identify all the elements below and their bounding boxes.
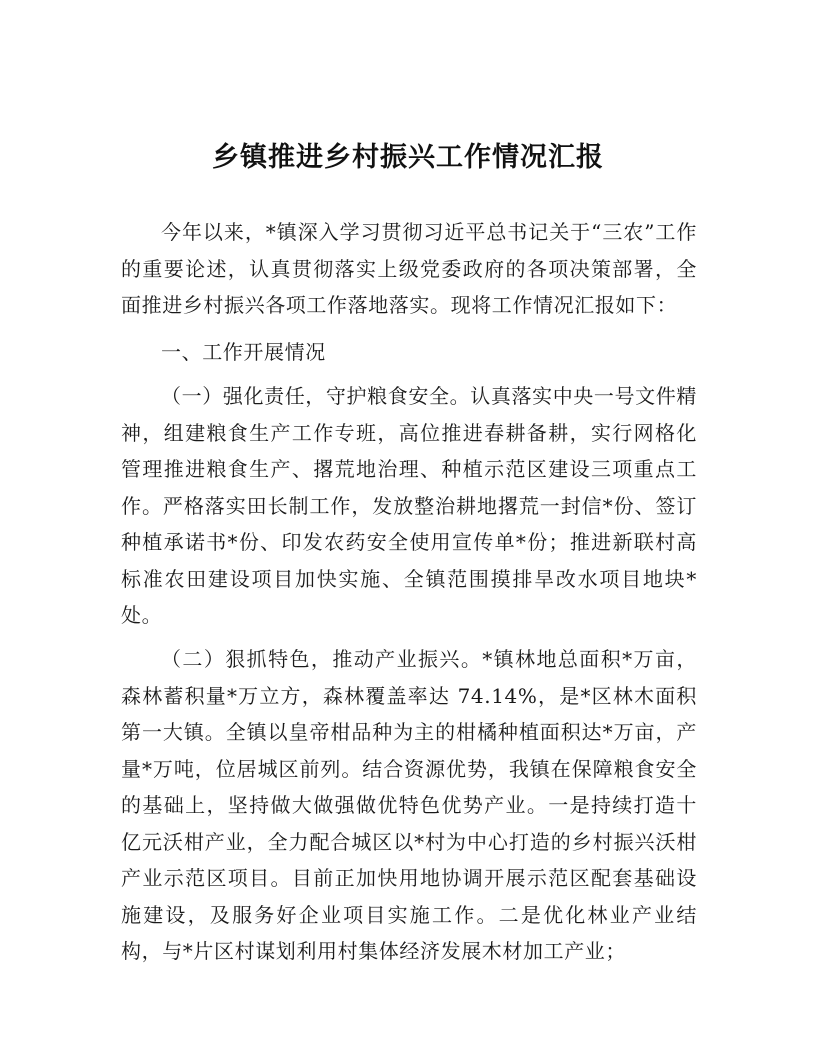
section-heading: 一、工作开展情况 [161,340,326,364]
item-paragraph-2: （二）狠抓特色，推动产业振兴。*镇林地总面积*万亩，森林蓄积量*万立方，森林覆盖率达 74.14%，是*区林木面积第一大镇。全镇以皇帝柑品种为主的柑橘种植面积达*万亩，产量*万吨，位居城区前列。结合资源优势，我镇在保障粮食安全的基础上，坚持做大做强做优特色优势产业。一是持续打造十亿元沃柑产业，全力配合城区以*村为中心打造的乡村振兴沃柑产业示范区项目。目前正加快用地协调开展示范区配套基础设施建设，及服务好企业项目实施工作。二是优化林业产业结构，与*片区村谋划利用村集体经济发展木材加工产业； [121,647,697,963]
intro-paragraph: 今年以来，*镇深入学习贯彻习近平总书记关于“三农”工作的重要论述，认真贯彻落实上级党委政府的各项决策部署，全面推进乡村振兴各项工作落地落实。现将工作情况汇报如下： [121,220,697,317]
item-paragraph-1: （一）强化责任，守护粮食安全。认真落实中央一号文件精神，组建粮食生产工作专班，高位推进春耕备耕，实行网格化管理推进粮食生产、撂荒地治理、种植示范区建设三项重点工作。严格落实田长制工作，发放整治耕地撂荒一封信*份、签订种植承诺书*份、印发农药安全使用宣传单*份；推进新联村高标准农田建设项目加快实施、全镇范围摸排旱改水项目地块*处。 [121,384,697,627]
document-title: 乡镇推进乡村振兴工作情况汇报 [212,142,604,173]
